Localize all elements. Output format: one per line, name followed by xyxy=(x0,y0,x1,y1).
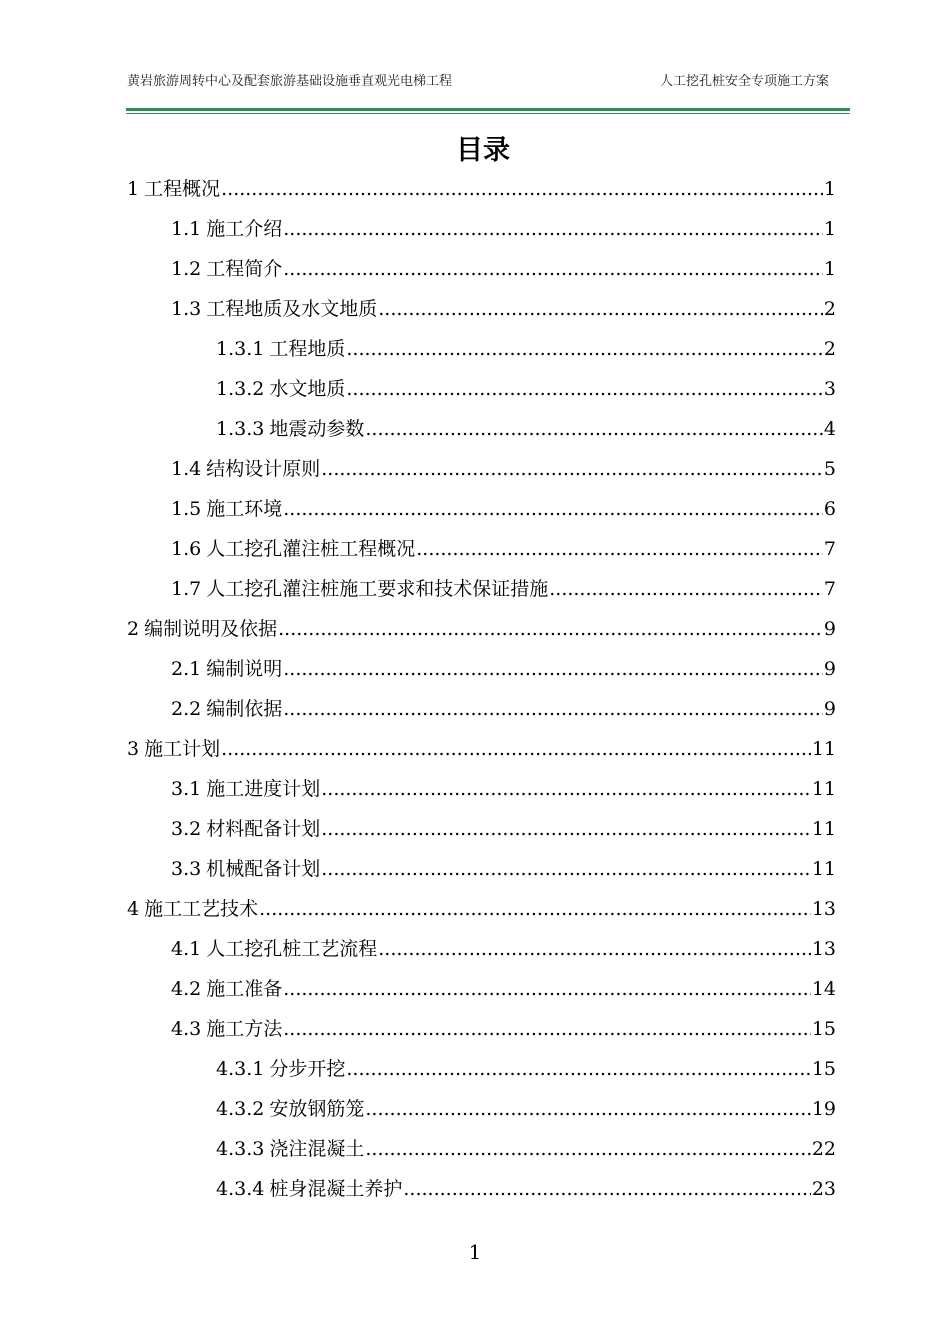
toc-entry[interactable] xyxy=(171,494,836,524)
toc-entry-label: 安放钢筋笼 xyxy=(269,1098,365,1120)
toc-entry-page: 9 xyxy=(823,698,836,720)
toc-entry[interactable] xyxy=(171,774,836,804)
toc-entry-number: 4 xyxy=(127,898,140,920)
toc-dot-leader xyxy=(321,814,811,844)
toc-entry[interactable] xyxy=(171,454,836,484)
toc-entry[interactable] xyxy=(171,1014,836,1044)
toc-dot-leader xyxy=(283,254,823,284)
toc-entry-number: 1.3.2 xyxy=(216,378,265,400)
page-header xyxy=(127,70,829,90)
toc-dot-leader xyxy=(283,694,823,724)
toc-dot-leader xyxy=(283,974,811,1004)
toc-dot-leader xyxy=(346,334,823,364)
toc-dot-leader xyxy=(378,934,811,964)
toc-entry-page: 23 xyxy=(811,1178,836,1200)
toc-dot-leader xyxy=(365,1094,810,1124)
toc-entry[interactable] xyxy=(171,574,836,604)
toc-entry-label: 工程概况 xyxy=(144,178,221,200)
toc-entry-number: 3.2 xyxy=(171,818,202,840)
toc-dot-leader xyxy=(346,374,823,404)
toc-entry-number: 1.1 xyxy=(171,218,202,240)
toc-entry-label: 编制说明 xyxy=(206,658,283,680)
toc-entry-label: 材料配备计划 xyxy=(206,818,321,840)
toc-entry[interactable] xyxy=(171,534,836,564)
toc-dot-leader xyxy=(346,1054,810,1084)
toc-entry-page: 13 xyxy=(811,898,836,920)
header-project-title: 黄岩旅游周转中心及配套旅游基础设施垂直观光电梯工程 xyxy=(127,74,453,89)
toc-entry-number: 1.3 xyxy=(171,298,202,320)
toc-entry-number: 2.2 xyxy=(171,698,202,720)
toc-dot-leader xyxy=(321,774,811,804)
toc-entry-label: 工程地质 xyxy=(269,338,346,360)
toc-entry[interactable] xyxy=(171,254,836,284)
toc-title: 目录 xyxy=(456,135,510,166)
toc-entry[interactable] xyxy=(216,374,836,404)
toc-entry[interactable] xyxy=(171,974,836,1004)
toc-entry-page: 11 xyxy=(811,738,836,760)
toc-entry-label: 人工挖孔灌注桩施工要求和技术保证措施 xyxy=(206,578,549,600)
toc-entry-number: 2.1 xyxy=(171,658,202,680)
toc-entry-page: 9 xyxy=(823,618,836,640)
header-rule-thick xyxy=(126,108,850,111)
toc-entry-label: 施工环境 xyxy=(206,498,283,520)
toc-dot-leader xyxy=(321,454,823,484)
toc-entry-page: 1 xyxy=(823,178,836,200)
toc-entry-page: 7 xyxy=(823,538,836,560)
toc-entry-number: 1 xyxy=(127,178,140,200)
toc-dot-leader xyxy=(365,414,823,444)
toc-entry-label: 施工介绍 xyxy=(206,218,283,240)
toc-entry-number: 1.5 xyxy=(171,498,202,520)
toc-entry-label: 机械配备计划 xyxy=(206,858,321,880)
toc-entry-number: 4.3.4 xyxy=(216,1178,265,1200)
toc-entry-label: 人工挖孔桩工艺流程 xyxy=(206,938,378,960)
toc-entry-number: 1.2 xyxy=(171,258,202,280)
toc-entry-page: 11 xyxy=(811,818,836,840)
toc-entry-label: 工程简介 xyxy=(206,258,283,280)
toc-entry-label: 浇注混凝土 xyxy=(269,1138,365,1160)
toc-entry[interactable] xyxy=(216,334,836,364)
toc-entry[interactable] xyxy=(171,694,836,724)
toc-entry-number: 4.3 xyxy=(171,1018,202,1040)
toc-entry-number: 3 xyxy=(127,738,140,760)
toc-entry[interactable] xyxy=(171,294,836,324)
header-rule-thin xyxy=(126,113,850,114)
toc-dot-leader xyxy=(549,574,823,604)
toc-entry[interactable] xyxy=(216,1174,836,1204)
toc-entry[interactable] xyxy=(127,734,836,764)
toc-entry-number: 4.3.1 xyxy=(216,1058,265,1080)
toc-entry-page: 15 xyxy=(811,1018,836,1040)
toc-entry-number: 3.1 xyxy=(171,778,202,800)
toc-entry-page: 7 xyxy=(823,578,836,600)
toc-dot-leader xyxy=(283,654,823,684)
toc-entry-number: 1.3.1 xyxy=(216,338,265,360)
toc-entry[interactable] xyxy=(171,814,836,844)
toc-dot-leader xyxy=(278,614,823,644)
toc-entry-label: 施工进度计划 xyxy=(206,778,321,800)
toc-dot-leader xyxy=(259,894,811,924)
toc-entry-label: 施工准备 xyxy=(206,978,283,1000)
toc-dot-leader xyxy=(403,1174,810,1204)
toc-entry-page: 22 xyxy=(811,1138,836,1160)
toc-entry[interactable] xyxy=(216,1134,836,1164)
toc-entry-number: 4.1 xyxy=(171,938,202,960)
toc-entry-label: 编制说明及依据 xyxy=(144,618,278,640)
toc-entry-label: 施工工艺技术 xyxy=(144,898,259,920)
toc-entry-label: 施工计划 xyxy=(144,738,221,760)
toc-dot-leader xyxy=(221,174,823,204)
toc-entry-page: 1 xyxy=(823,218,836,240)
toc-entry-number: 2 xyxy=(127,618,140,640)
toc-entry[interactable] xyxy=(171,654,836,684)
toc-entry[interactable] xyxy=(171,934,836,964)
toc-dot-leader xyxy=(321,854,811,884)
toc-entry-page: 11 xyxy=(811,858,836,880)
toc-entry-label: 地震动参数 xyxy=(269,418,365,440)
toc-entry-label: 分步开挖 xyxy=(269,1058,346,1080)
toc-entry-page: 5 xyxy=(823,458,836,480)
toc-entry[interactable] xyxy=(127,614,836,644)
toc-entry[interactable] xyxy=(127,174,836,204)
toc-entry-label: 编制依据 xyxy=(206,698,283,720)
toc-entry-label: 施工方法 xyxy=(206,1018,283,1040)
toc-entry[interactable] xyxy=(216,1054,836,1084)
toc-entry-page: 2 xyxy=(823,298,836,320)
toc-entry-number: 4.2 xyxy=(171,978,202,1000)
toc-dot-leader xyxy=(283,214,823,244)
toc-entry-page: 4 xyxy=(823,418,836,440)
toc-dot-leader xyxy=(283,494,823,524)
toc-entry-label: 结构设计原则 xyxy=(206,458,321,480)
page-number: 1 xyxy=(468,1240,482,1264)
toc-entry-number: 1.7 xyxy=(171,578,202,600)
toc-entry-page: 2 xyxy=(823,338,836,360)
toc-entry-number: 3.3 xyxy=(171,858,202,880)
toc-entry-page: 11 xyxy=(811,778,836,800)
toc-dot-leader xyxy=(221,734,811,764)
toc-entry-page: 13 xyxy=(811,938,836,960)
toc-entry-number: 4.3.3 xyxy=(216,1138,265,1160)
toc-entry-number: 1.4 xyxy=(171,458,202,480)
toc-entry-page: 9 xyxy=(823,658,836,680)
toc-entry[interactable] xyxy=(127,894,836,924)
toc-entry-label: 工程地质及水文地质 xyxy=(206,298,378,320)
toc-entry[interactable] xyxy=(216,414,836,444)
toc-entry[interactable] xyxy=(216,1094,836,1124)
toc-entry-number: 1.3.3 xyxy=(216,418,265,440)
toc-entry-page: 15 xyxy=(811,1058,836,1080)
toc-entry-label: 桩身混凝土养护 xyxy=(269,1178,403,1200)
toc-dot-leader xyxy=(365,1134,810,1164)
toc-entry-label: 人工挖孔灌注桩工程概况 xyxy=(206,538,416,560)
toc-entry-label: 水文地质 xyxy=(269,378,346,400)
toc-dot-leader xyxy=(416,534,823,564)
toc-entry[interactable] xyxy=(171,854,836,884)
header-document-title: 人工挖孔桩安全专项施工方案 xyxy=(659,74,829,89)
toc-entry-number: 4.3.2 xyxy=(216,1098,265,1120)
toc-entry-page: 14 xyxy=(811,978,836,1000)
toc-entry-page: 1 xyxy=(823,258,836,280)
toc-dot-leader xyxy=(378,294,823,324)
toc-entry-page: 19 xyxy=(811,1098,836,1120)
toc-entry-page: 3 xyxy=(823,378,836,400)
toc-dot-leader xyxy=(283,1014,811,1044)
toc-entry-number: 1.6 xyxy=(171,538,202,560)
toc-entry-page: 6 xyxy=(823,498,836,520)
toc-entry[interactable] xyxy=(171,214,836,244)
